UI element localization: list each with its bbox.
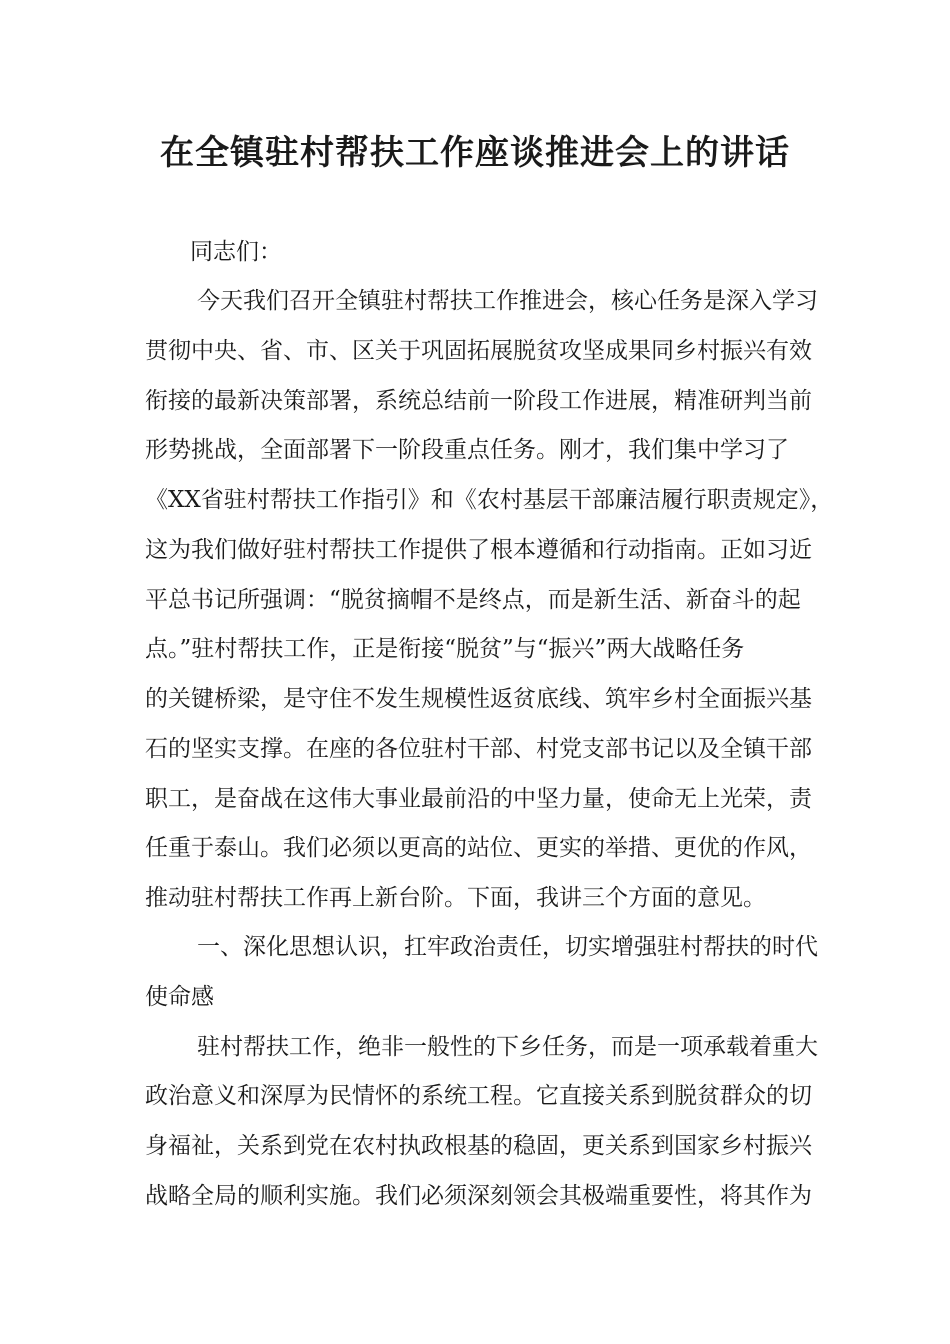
paragraph-line: 石的坚实支撑。在座的各位驻村干部、村党支部书记以及全镇干部 [145,736,812,762]
paragraph-line: 衔接的最新决策部署，系统总结前一阶段工作进展，精准研判当前 [145,388,812,414]
paragraph-line: 推动驻村帮扶工作再上新台阶。下面，我讲三个方面的意见。 [145,885,766,911]
paragraph-line: 点。”驻村帮扶工作，正是衔接“脱贫”与“振兴”两大战略任务 [145,636,745,662]
paragraph-line: 形势挑战，全面部署下一阶段重点任务。刚才，我们集中学习了 [145,437,789,463]
paragraph-line: 平总书记所强调：“脱贫摘帽不是终点，而是新生活、新奋斗的起 [145,587,801,613]
paragraph-line: 任重于泰山。我们必须以更高的站位、更实的举措、更优的作风， [145,835,812,861]
paragraph-line: 贯彻中央、省、市、区关于巩固拓展脱贫攻坚成果同乡村振兴有效 [145,338,812,364]
paragraph-line: 政治意义和深厚为民情怀的系统工程。它直接关系到脱贫群众的切 [145,1083,812,1109]
paragraph-line: 职工，是奋战在这伟大事业最前沿的中坚力量，使命无上光荣，责 [145,786,812,812]
paragraph-line: 这为我们做好驻村帮扶工作提供了根本遵循和行动指南。正如习近 [145,537,812,563]
paragraph-line: 身福祉，关系到党在农村执政根基的稳固，更关系到国家乡村振兴 [145,1133,812,1159]
paragraph-line: 今天我们召开全镇驻村帮扶工作推进会，核心任务是深入学习 [197,288,818,314]
paragraph-line: 《XX省驻村帮扶工作指引》和《农村基层干部廉洁履行职责规定》， [145,487,834,513]
page-title: 在全镇驻村帮扶工作座谈推进会上的讲话 [160,133,790,173]
salutation: 同志们： [190,239,282,265]
section-heading-line: 使命感 [145,984,214,1010]
paragraph-line: 战略全局的顺利实施。我们必须深刻领会其极端重要性，将其作为 [145,1183,812,1209]
section-heading-line: 一、深化思想认识，扛牢政治责任，切实增强驻村帮扶的时代 [197,934,818,960]
paragraph-line: 的关键桥梁，是守住不发生规模性返贫底线、筑牢乡村全面振兴基 [145,686,812,712]
paragraph-line: 驻村帮扶工作，绝非一般性的下乡任务，而是一项承载着重大 [197,1034,818,1060]
